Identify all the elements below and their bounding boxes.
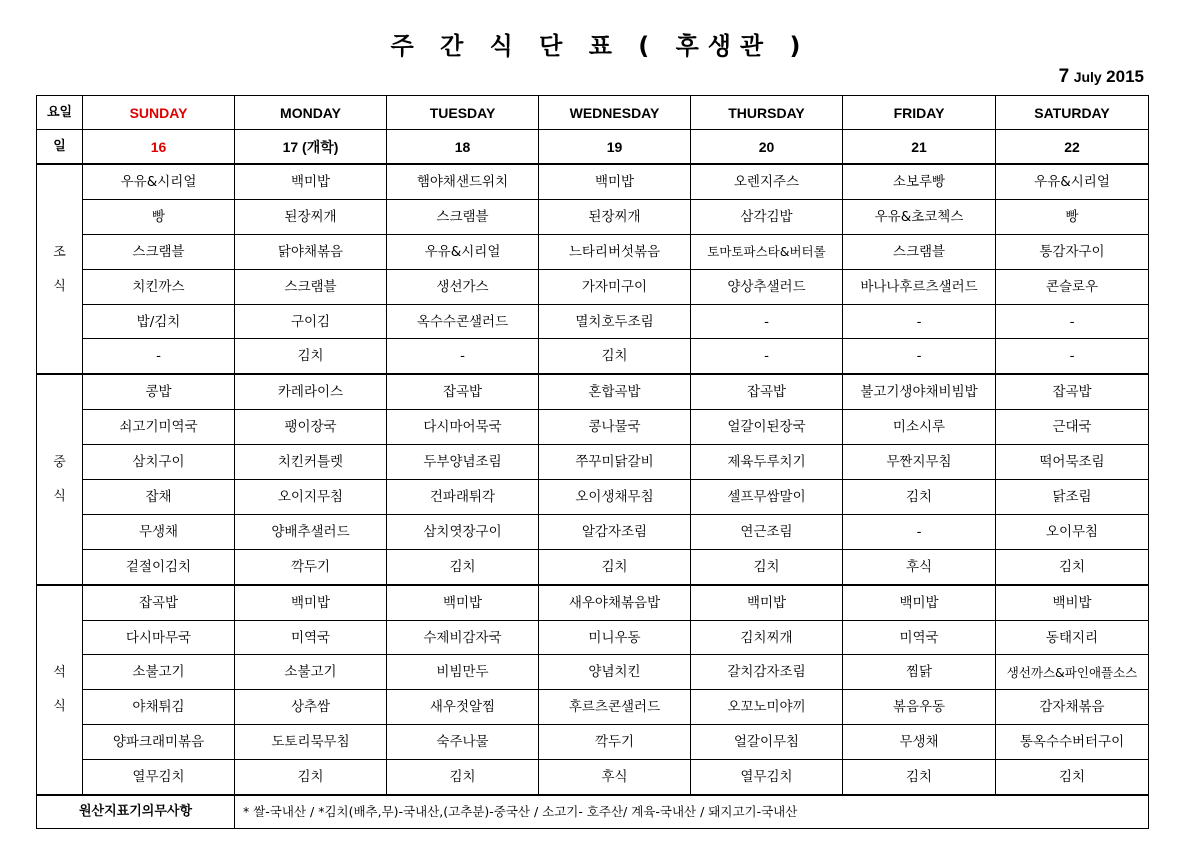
dinner-row bbox=[37, 655, 1149, 690]
menu-item: 백미밥 bbox=[843, 585, 996, 620]
day-name-sunday: SUNDAY bbox=[83, 96, 235, 130]
menu-item: 볶음우동 bbox=[843, 690, 996, 725]
dinner-row bbox=[37, 620, 1149, 655]
menu-item: 수제비감자국 bbox=[387, 620, 539, 655]
date-sunday: 16 bbox=[83, 130, 235, 165]
menu-date bbox=[1059, 66, 1144, 88]
menu-item: 다시마어묵국 bbox=[387, 410, 539, 445]
menu-item: 무짠지무침 bbox=[843, 445, 996, 480]
menu-item: 근대국 bbox=[996, 410, 1149, 445]
menu-item: 콘슬로우 bbox=[996, 269, 1149, 304]
dinner-row bbox=[37, 760, 1149, 795]
breakfast-row bbox=[37, 339, 1149, 374]
menu-item: 김치찌개 bbox=[691, 620, 843, 655]
menu-item: 김치 bbox=[691, 549, 843, 584]
menu-item: 도토리묵무침 bbox=[235, 725, 387, 760]
menu-item: 김치 bbox=[387, 760, 539, 795]
menu-item: 양념치킨 bbox=[539, 655, 691, 690]
menu-item: 빵 bbox=[83, 199, 235, 234]
origin-footer-row bbox=[37, 795, 1149, 829]
menu-item: 스크램블 bbox=[387, 199, 539, 234]
origin-text: * 쌀-국내산 / *김치(배추,무)-국내산,(고추분)-중국산 / 소고기- 호주산/ 계육-국내산 / 돼지고기-국내산 bbox=[235, 795, 1149, 829]
day-name-saturday: SATURDAY bbox=[996, 96, 1149, 130]
menu-item: 가자미구이 bbox=[539, 269, 691, 304]
date-wednesday: 19 bbox=[539, 130, 691, 165]
menu-item: 제육두루치기 bbox=[691, 445, 843, 480]
date-label: 일 bbox=[37, 130, 83, 165]
date-month: July bbox=[1073, 69, 1102, 85]
menu-item: 불고기생야채비빔밥 bbox=[843, 374, 996, 409]
menu-item: 오이무침 bbox=[996, 514, 1149, 549]
menu-item: 셀프무쌈말이 bbox=[691, 480, 843, 515]
menu-item: 겉절이김치 bbox=[83, 549, 235, 584]
menu-item: - bbox=[387, 339, 539, 374]
menu-item: 백미밥 bbox=[235, 164, 387, 199]
menu-item: 새우젓알찜 bbox=[387, 690, 539, 725]
menu-item: 비빔만두 bbox=[387, 655, 539, 690]
lunch-row bbox=[37, 445, 1149, 480]
menu-item: - bbox=[83, 339, 235, 374]
menu-item: 상추쌈 bbox=[235, 690, 387, 725]
menu-item: 바나나후르츠샐러드 bbox=[843, 269, 996, 304]
menu-item: 김치 bbox=[996, 549, 1149, 584]
menu-item: 김치 bbox=[539, 339, 691, 374]
menu-item: 무생채 bbox=[843, 725, 996, 760]
menu-item: 옥수수콘샐러드 bbox=[387, 304, 539, 339]
menu-table-body bbox=[37, 96, 1149, 829]
date-year: 2015 bbox=[1106, 67, 1144, 86]
menu-item: 무생채 bbox=[83, 514, 235, 549]
menu-item: 빵 bbox=[996, 199, 1149, 234]
date-thursday: 20 bbox=[691, 130, 843, 165]
day-header-row bbox=[37, 96, 1149, 130]
menu-item: 백미밥 bbox=[387, 585, 539, 620]
menu-item: 생선가스 bbox=[387, 269, 539, 304]
lunch-label: 중 식 bbox=[37, 374, 83, 584]
menu-item: 멸치호두조림 bbox=[539, 304, 691, 339]
breakfast-row bbox=[37, 199, 1149, 234]
menu-item: 야채튀김 bbox=[83, 690, 235, 725]
dinner-row bbox=[37, 585, 1149, 620]
date-saturday: 22 bbox=[996, 130, 1149, 165]
menu-item: 양파크래미볶음 bbox=[83, 725, 235, 760]
menu-item: 치킨까스 bbox=[83, 269, 235, 304]
lunch-row bbox=[37, 410, 1149, 445]
menu-item: 콩나물국 bbox=[539, 410, 691, 445]
menu-item: 스크램블 bbox=[843, 234, 996, 269]
menu-item: - bbox=[843, 304, 996, 339]
menu-item: 김치 bbox=[843, 480, 996, 515]
menu-item: 스크램블 bbox=[83, 234, 235, 269]
menu-item: 닭야채볶음 bbox=[235, 234, 387, 269]
menu-item: 김치 bbox=[539, 549, 691, 584]
menu-item: 닭조림 bbox=[996, 480, 1149, 515]
menu-item: 소불고기 bbox=[83, 655, 235, 690]
day-name-monday: MONDAY bbox=[235, 96, 387, 130]
menu-item: 얼갈이된장국 bbox=[691, 410, 843, 445]
menu-item: 통감자구이 bbox=[996, 234, 1149, 269]
day-name-thursday: THURSDAY bbox=[691, 96, 843, 130]
menu-item: 콩밥 bbox=[83, 374, 235, 409]
lunch-row bbox=[37, 549, 1149, 584]
menu-item: 건파래튀각 bbox=[387, 480, 539, 515]
dinner-row bbox=[37, 725, 1149, 760]
lunch-row bbox=[37, 480, 1149, 515]
menu-item: 쭈꾸미닭갈비 bbox=[539, 445, 691, 480]
breakfast-row bbox=[37, 269, 1149, 304]
origin-label: 원산지표기의무사항 bbox=[37, 795, 235, 829]
menu-item: 오렌지주스 bbox=[691, 164, 843, 199]
menu-item: 미역국 bbox=[843, 620, 996, 655]
menu-item: 팽이장국 bbox=[235, 410, 387, 445]
breakfast-row bbox=[37, 164, 1149, 199]
menu-item: 우유&시리얼 bbox=[996, 164, 1149, 199]
menu-item: 백미밥 bbox=[539, 164, 691, 199]
menu-item: 갈치감자조림 bbox=[691, 655, 843, 690]
menu-item: 열무김치 bbox=[83, 760, 235, 795]
menu-item: 깍두기 bbox=[539, 725, 691, 760]
menu-item: 김치 bbox=[235, 760, 387, 795]
date-monday: 17 (개학) bbox=[235, 130, 387, 165]
menu-item: 백미밥 bbox=[691, 585, 843, 620]
menu-item: 느타리버섯볶음 bbox=[539, 234, 691, 269]
menu-item: 백미밥 bbox=[235, 585, 387, 620]
menu-item: 후르츠콘샐러드 bbox=[539, 690, 691, 725]
menu-item: 양상추샐러드 bbox=[691, 269, 843, 304]
menu-item: 두부양념조림 bbox=[387, 445, 539, 480]
menu-item: 잡곡밥 bbox=[691, 374, 843, 409]
menu-item: 소불고기 bbox=[235, 655, 387, 690]
dinner-label: 석 식 bbox=[37, 585, 83, 795]
menu-item: 새우야채볶음밥 bbox=[539, 585, 691, 620]
weekly-menu-table bbox=[36, 95, 1149, 829]
menu-item: 쇠고기미역국 bbox=[83, 410, 235, 445]
menu-item: 토마토파스타&버터롤 bbox=[691, 234, 843, 269]
menu-item: - bbox=[843, 514, 996, 549]
menu-item: 알감자조림 bbox=[539, 514, 691, 549]
menu-item: 찜닭 bbox=[843, 655, 996, 690]
menu-item: 구이김 bbox=[235, 304, 387, 339]
menu-item: 미역국 bbox=[235, 620, 387, 655]
menu-item: 삼치엿장구이 bbox=[387, 514, 539, 549]
menu-item: 감자채볶음 bbox=[996, 690, 1149, 725]
menu-item: 우유&시리얼 bbox=[387, 234, 539, 269]
menu-item: 열무김치 bbox=[691, 760, 843, 795]
menu-item: 연근조림 bbox=[691, 514, 843, 549]
menu-item: 우유&시리얼 bbox=[83, 164, 235, 199]
menu-item: 후식 bbox=[843, 549, 996, 584]
menu-item: 우유&초코첵스 bbox=[843, 199, 996, 234]
menu-item: - bbox=[996, 339, 1149, 374]
menu-item: 미소시루 bbox=[843, 410, 996, 445]
lunch-row bbox=[37, 514, 1149, 549]
lunch-row bbox=[37, 374, 1149, 409]
date-day: 7 bbox=[1058, 66, 1070, 87]
menu-item: 김치 bbox=[235, 339, 387, 374]
menu-item: 백비밥 bbox=[996, 585, 1149, 620]
menu-item: 오이지무침 bbox=[235, 480, 387, 515]
breakfast-label: 조 식 bbox=[37, 164, 83, 374]
breakfast-row bbox=[37, 304, 1149, 339]
day-name-friday: FRIDAY bbox=[843, 96, 996, 130]
menu-item: 다시마무국 bbox=[83, 620, 235, 655]
menu-item: 혼합곡밥 bbox=[539, 374, 691, 409]
day-name-tuesday: TUESDAY bbox=[387, 96, 539, 130]
menu-item: 카레라이스 bbox=[235, 374, 387, 409]
menu-item: - bbox=[691, 339, 843, 374]
menu-item: 소보루빵 bbox=[843, 164, 996, 199]
menu-item: 햄야채샌드위치 bbox=[387, 164, 539, 199]
menu-item: 김치 bbox=[843, 760, 996, 795]
date-tuesday: 18 bbox=[387, 130, 539, 165]
menu-item: 된장찌개 bbox=[539, 199, 691, 234]
menu-item: 잡곡밥 bbox=[387, 374, 539, 409]
breakfast-row bbox=[37, 234, 1149, 269]
menu-item: 양배추샐러드 bbox=[235, 514, 387, 549]
menu-item: 잡곡밥 bbox=[996, 374, 1149, 409]
date-friday: 21 bbox=[843, 130, 996, 165]
menu-item: 잡채 bbox=[83, 480, 235, 515]
menu-item: 떡어묵조림 bbox=[996, 445, 1149, 480]
menu-item: 통옥수수버터구이 bbox=[996, 725, 1149, 760]
menu-item: - bbox=[843, 339, 996, 374]
menu-item: 김치 bbox=[996, 760, 1149, 795]
menu-item: - bbox=[691, 304, 843, 339]
menu-item: 오꼬노미야끼 bbox=[691, 690, 843, 725]
day-name-wednesday: WEDNESDAY bbox=[539, 96, 691, 130]
menu-item: 삼각김밥 bbox=[691, 199, 843, 234]
menu-item: 동태지리 bbox=[996, 620, 1149, 655]
menu-item: 치킨커틀렛 bbox=[235, 445, 387, 480]
menu-item: 미니우동 bbox=[539, 620, 691, 655]
dinner-row bbox=[37, 690, 1149, 725]
menu-item: 밥/김치 bbox=[83, 304, 235, 339]
menu-item: 스크램블 bbox=[235, 269, 387, 304]
date-header-row bbox=[37, 130, 1149, 165]
menu-item: 생선까스&파인애플소스 bbox=[996, 655, 1149, 690]
page-title: 주 간 식 단 표 ( 후생관 ) bbox=[390, 32, 810, 60]
menu-item: 오이생채무침 bbox=[539, 480, 691, 515]
menu-item: 된장찌개 bbox=[235, 199, 387, 234]
menu-item: 얼갈이무침 bbox=[691, 725, 843, 760]
menu-item: 깍두기 bbox=[235, 549, 387, 584]
day-label: 요일 bbox=[37, 96, 83, 130]
menu-item: 숙주나물 bbox=[387, 725, 539, 760]
menu-item: 잡곡밥 bbox=[83, 585, 235, 620]
menu-item: 후식 bbox=[539, 760, 691, 795]
menu-item: 김치 bbox=[387, 549, 539, 584]
menu-item: 삼치구이 bbox=[83, 445, 235, 480]
menu-item: - bbox=[996, 304, 1149, 339]
